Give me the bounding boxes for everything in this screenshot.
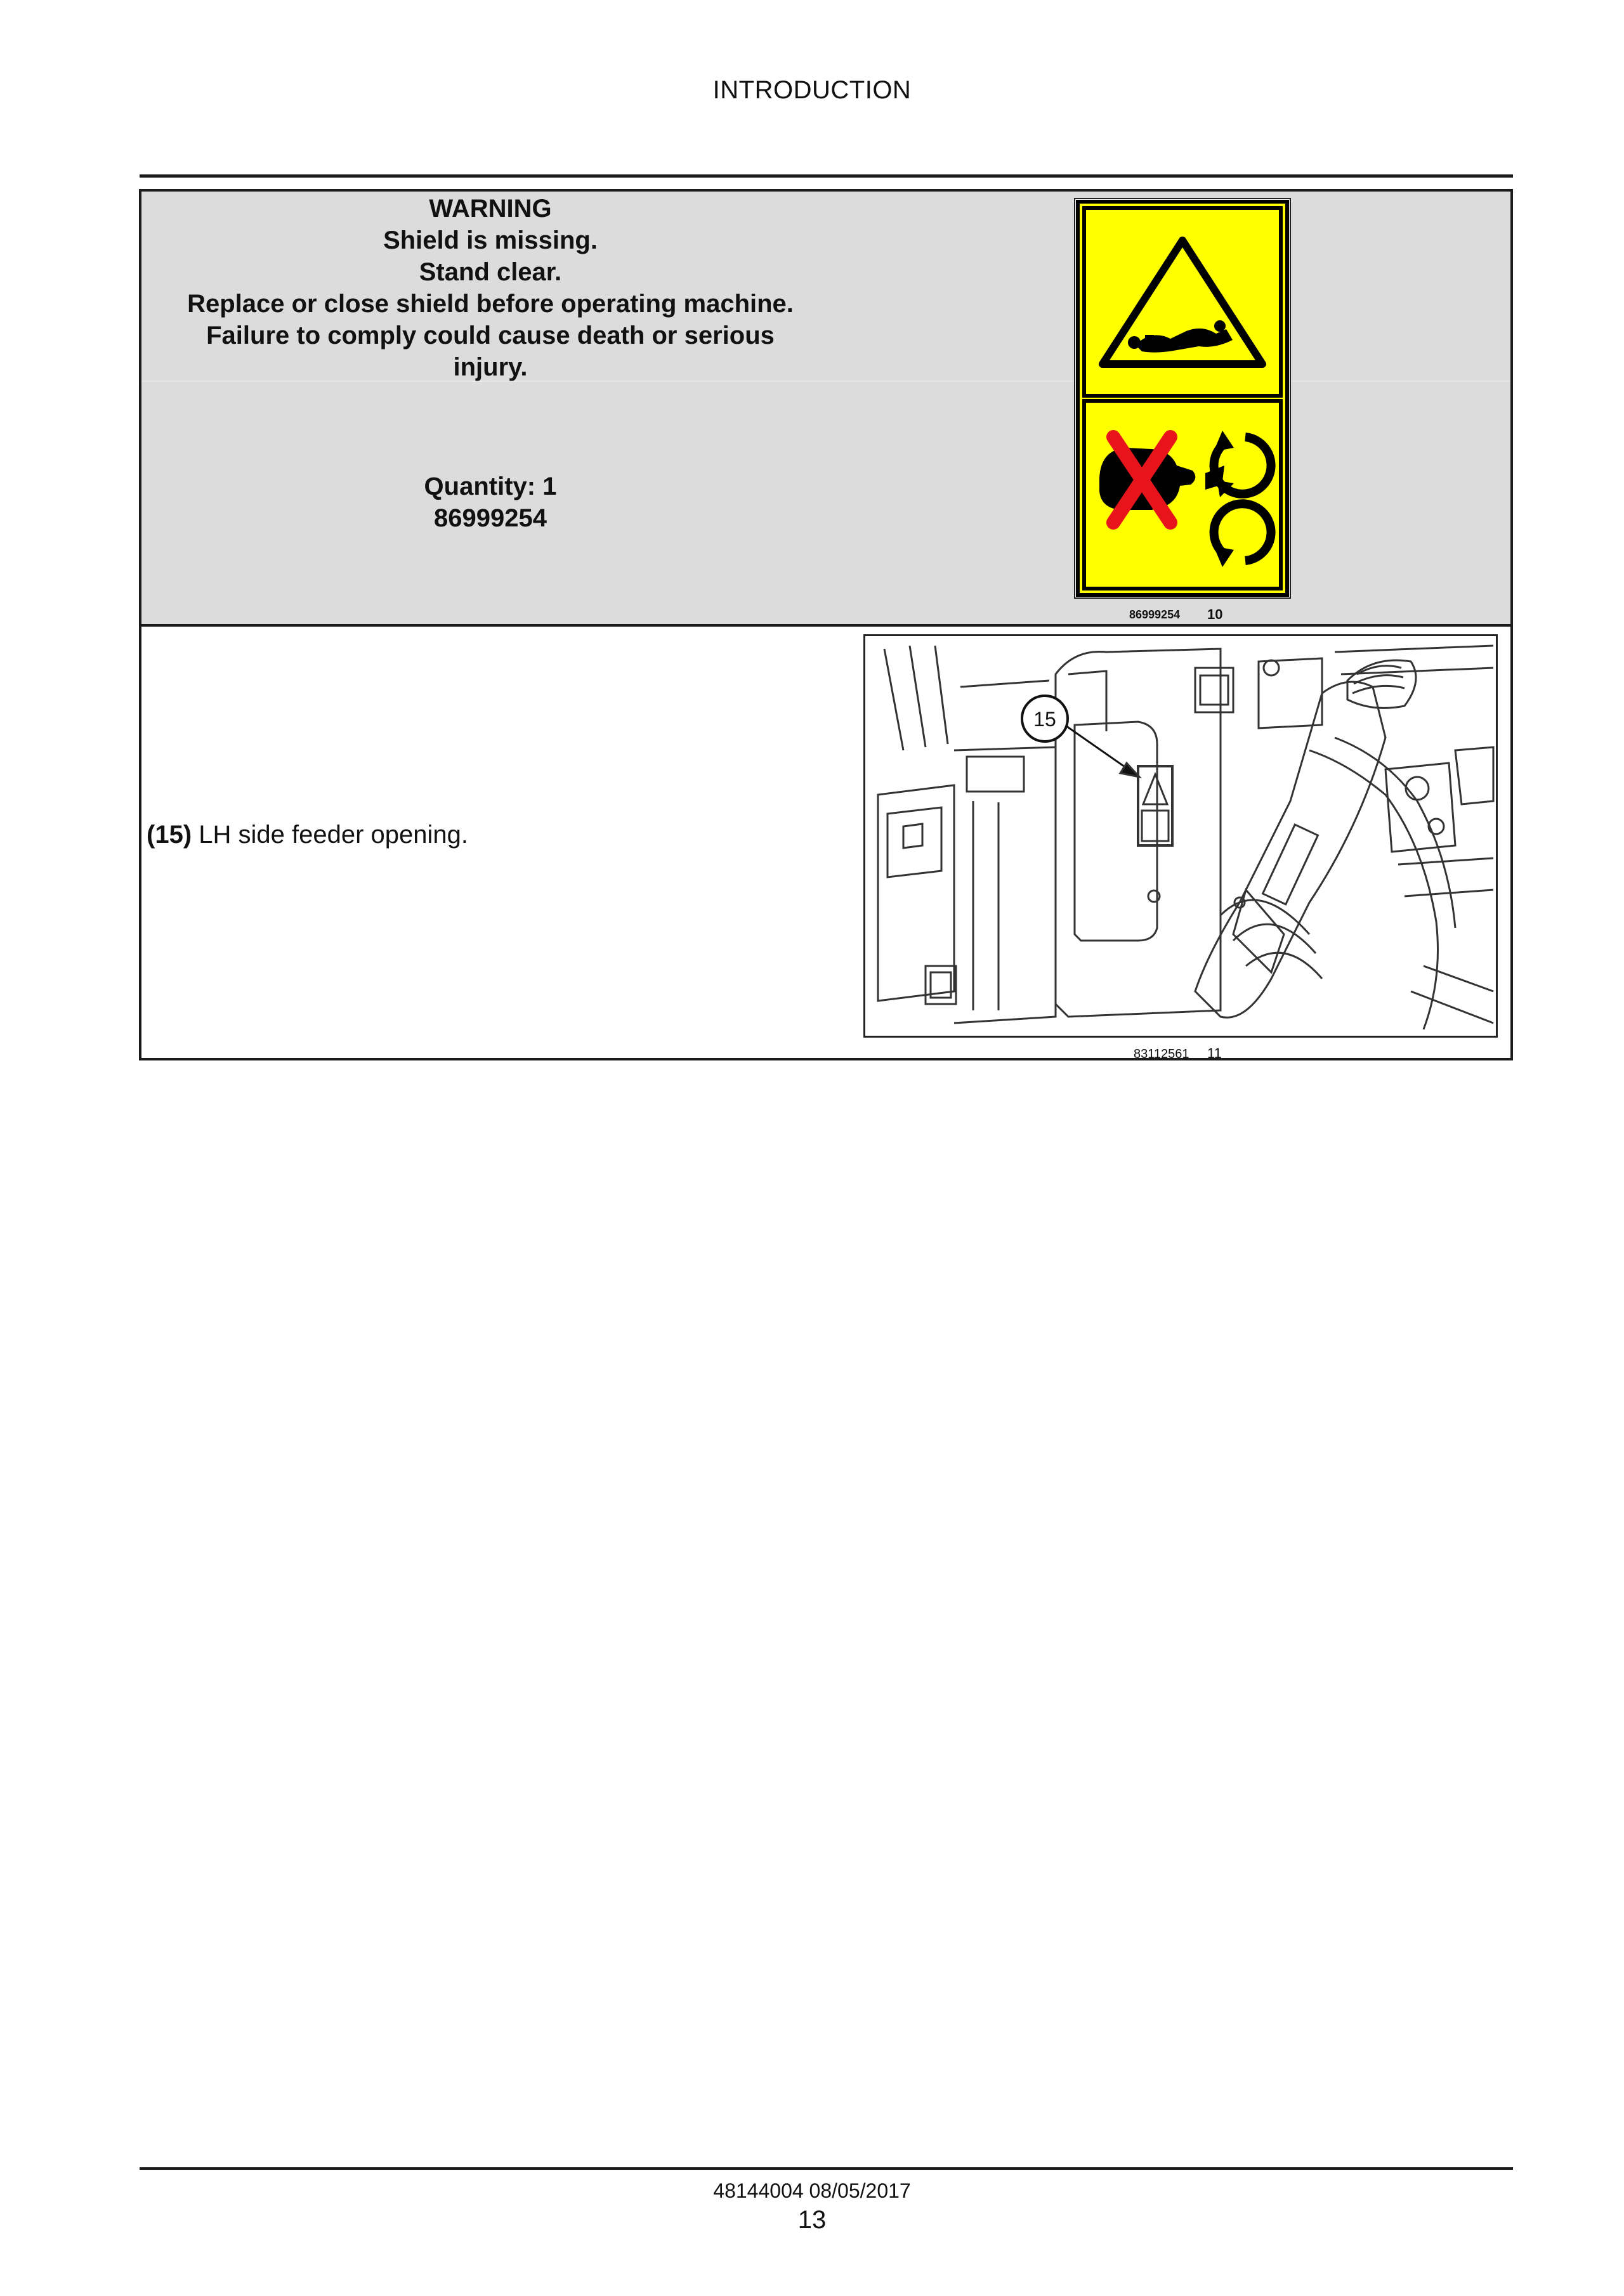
callout-text: LH side feeder opening. [199, 821, 469, 849]
callout-bubble [1022, 696, 1068, 741]
decal-table [139, 189, 1513, 1060]
quantity-label: Quantity: 1 [424, 473, 557, 500]
location-row [141, 627, 1510, 1060]
machine-illustration [863, 634, 1498, 1038]
warning-line: Failure to comply could cause death or serious [206, 322, 775, 349]
figure-id: 86999254 [1129, 608, 1181, 621]
callout-description [147, 821, 468, 849]
footer-doc-reference: 48144004 08/05/2017 [713, 2179, 911, 2202]
quantity-block [141, 471, 839, 534]
figure-number: 11 [1207, 1045, 1222, 1061]
warning-line: Shield is missing. [383, 226, 598, 254]
safety-decal-image [1074, 198, 1291, 599]
machine-line-drawing [865, 636, 1496, 1036]
page-number: 13 [797, 2206, 827, 2234]
page-header: INTRODUCTION [712, 76, 912, 104]
warning-line: Stand clear. [419, 258, 562, 286]
figure-number: 10 [1207, 606, 1223, 622]
warning-heading: WARNING [429, 195, 552, 223]
callout-number: (15) [147, 821, 192, 849]
callout-bubble-label: 15 [1033, 708, 1056, 731]
warning-line: Replace or close shield before operating machine. [187, 290, 794, 318]
decal-row [141, 192, 1510, 627]
safety-decal-svg [1075, 199, 1290, 597]
warning-text-block [141, 193, 839, 383]
warning-line: injury. [453, 353, 528, 381]
part-number: 86999254 [434, 504, 547, 532]
header-rule [140, 174, 1513, 178]
figure-id: 83112561 [1134, 1047, 1189, 1061]
footer-rule [140, 2167, 1513, 2170]
